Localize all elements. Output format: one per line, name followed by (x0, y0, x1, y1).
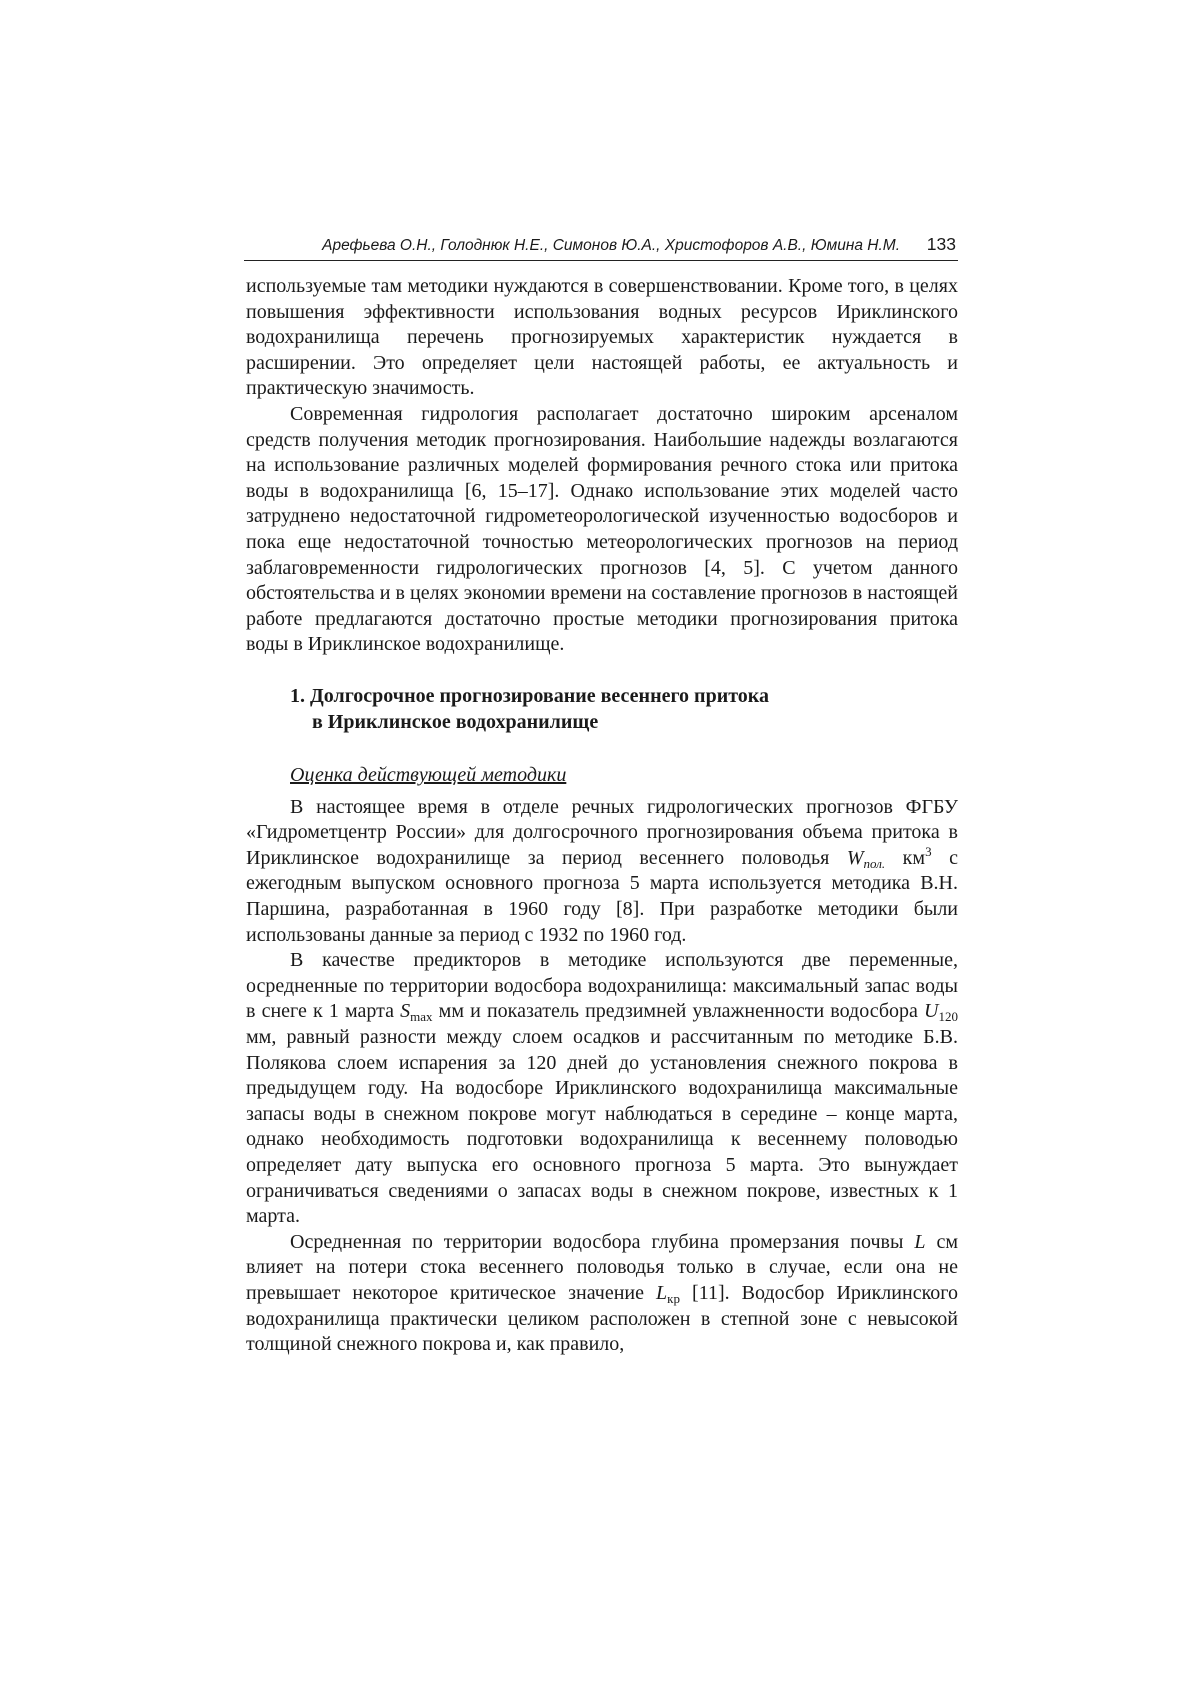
paragraph-4-text-a: В качестве предикторов в методике используются две переменные, осредненные по территории водосбора водохранилища: максимальный запас воды в снеге к 1 марта (246, 949, 958, 1023)
variable-u: U (924, 1000, 939, 1023)
variable-l-critical-subscript: кр (667, 1290, 680, 1306)
paragraph-5-text-b: см влияет на потери стока весеннего половодья только в случае, если она не превышает некоторое критическое значение (246, 1230, 958, 1304)
variable-u-subscript: 120 (938, 1009, 958, 1025)
page-body (246, 274, 958, 1358)
paragraph-5 (246, 1230, 958, 1358)
page-number: 133 (926, 234, 956, 254)
section-heading-line-1: 1. Долгосрочное прогнозирование весеннего притока (290, 684, 770, 707)
variable-l: L (914, 1230, 926, 1253)
paragraph-3 (246, 795, 958, 949)
variable-l-critical: L (656, 1281, 668, 1304)
paragraph-5-text-a: Осредненная по территории водосбора глубина промерзания почвы (290, 1230, 915, 1253)
paragraph-4-text-b: мм и показатель предзимней увлажненности водосбора (432, 1000, 925, 1023)
variable-s-subscript: max (410, 1009, 433, 1025)
running-header (244, 232, 958, 261)
paragraph-5-text-c: [11]. Водосбор Ириклинского водохранилища практически целиком расположен в степной зоне с невысокой толщиной снежного покрова и, как правило, (246, 1281, 958, 1356)
section-heading (246, 684, 958, 735)
paragraph-3-text-b: км (885, 846, 926, 869)
paragraph-4 (246, 948, 958, 1230)
paragraph-3-text-a: В настоящее время в отделе речных гидрологических прогнозов ФГБУ «Гидрометцентр России» для долгосрочного прогнозирования объема притока в Ириклинское водохранилище за период весеннего половодья (246, 795, 958, 869)
header-authors: Арефьева О.Н., Голоднюк Н.Е., Симонов Ю.А., Христофоров А.В., Юмина Н.М. (322, 237, 900, 254)
variable-s: S (400, 1000, 411, 1023)
subsection-heading: Оценка действующей методики (290, 764, 567, 787)
paragraph-1: используемые там методики нуждаются в совершенствовании. Кроме того, в целях повышения эффективности использования водных ресурсов Ириклинского водохранилища перечень прогнозируемых характеристик нуждается в расширении. Это определяет цели настоящей работы, ее актуальность и практическую значимость. (246, 275, 958, 400)
unit-superscript: 3 (925, 843, 932, 859)
paragraph-2: Современная гидрология располагает достаточно широким арсеналом средств получения методик прогнозирования. Наибольшие надежды возлагаются на использование различных моделей формирования речного стока или притока воды в водохранилища [6, 15–17]. Однако использование этих моделей часто затруднено недостаточной гидрометеорологической изученностью водосборов и пока еще недостаточной точностью метеорологических прогнозов на период заблаговременности гидрологических прогнозов [4, 5]. С учетом данного обстоятельства и в целях экономии времени на составление прогнозов в настоящей работе предлагаются достаточно простые методики прогнозирования притока воды в Ириклинское водохранилище. (246, 402, 958, 656)
paragraph-4-text-c: мм, равный разности между слоем осадков и рассчитанным по методике Б.В. Полякова слоем испарения за 120 дней до установления снежного покрова в предыдущем году. На водосборе Ириклинского водохранилища максимальные запасы воды в снежном покрове могут наблюдаться в середине – конце марта, однако необходимость подготовки водохранилища к весеннему половодью определяет дату выпуска его основного прогноза 5 марта. Это вынуждает ограничиваться сведениями о запасах воды в снежном покрове, известных к 1 марта. (246, 1026, 958, 1228)
variable-w-subscript: пол. (863, 855, 886, 871)
paragraph-3-text-c: с ежегодным выпуском основного прогноза 5 марта используется методика В.Н. Паршина, разработанная в 1960 году [8]. При разработке методики были использованы данные за период с 1932 по 1960 год. (246, 846, 958, 946)
section-heading-line-2: в Ириклинское водохранилище (312, 710, 599, 733)
variable-w: W (846, 846, 864, 869)
